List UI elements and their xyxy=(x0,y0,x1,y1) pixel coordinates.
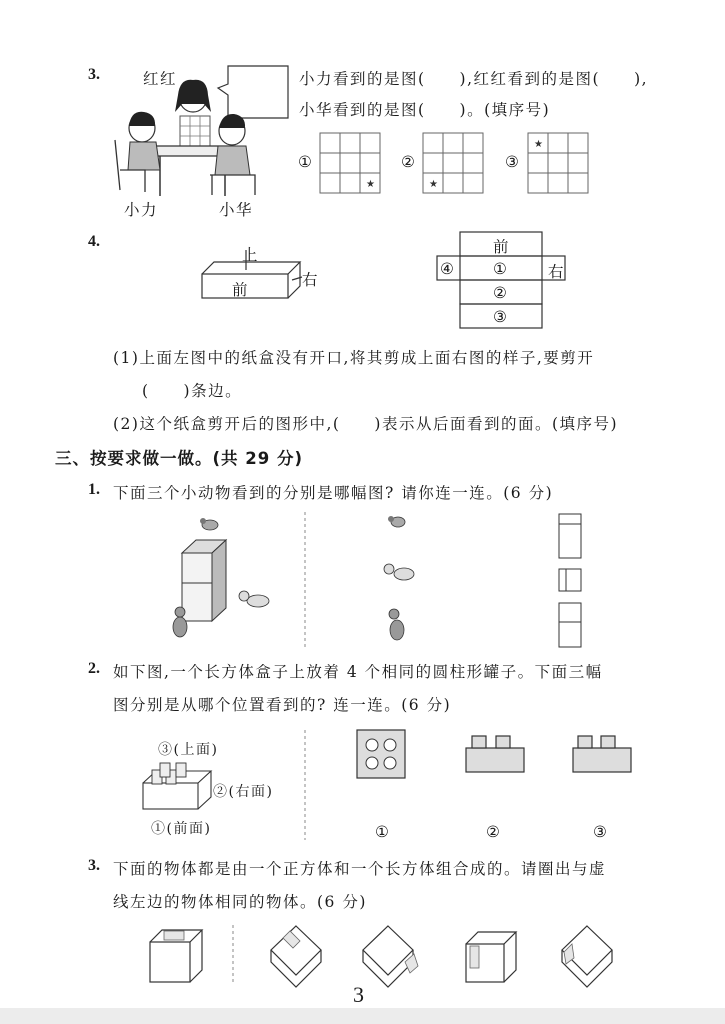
option-cube-a xyxy=(271,926,321,987)
view-top-choice xyxy=(357,730,405,778)
cat-front xyxy=(173,607,187,637)
animal-bird-option xyxy=(388,516,405,527)
animal-dog-option xyxy=(384,564,414,580)
option-1-label: ① xyxy=(298,153,314,171)
xiaoli-hair xyxy=(129,112,155,126)
section-title: 三、按要求做一做。(共 29 分) xyxy=(55,449,304,468)
p3-text1: 下面的物体都是由一个正方体和一个长方体组合成的。请圈出与虚 xyxy=(113,860,607,878)
bird-top xyxy=(200,518,218,530)
p1-number: 1. xyxy=(88,481,100,498)
view-right-choice xyxy=(573,736,631,772)
name-xiaoli: 小力 xyxy=(124,201,159,219)
reference-cube xyxy=(150,930,202,982)
p2-text2: 图分别是从哪个位置看到的? 连一连。(6 分) xyxy=(113,696,452,714)
fridge-view-front xyxy=(559,514,581,558)
q3-line1: 小力看到的是图( ),红红看到的是图( ), xyxy=(299,70,649,88)
star-mark: ★ xyxy=(534,139,543,150)
box-right-label: 右 xyxy=(302,271,320,289)
label-front-view: ①(前面) xyxy=(151,821,212,837)
grid-option-3 xyxy=(528,133,588,193)
option-cube-d xyxy=(562,926,612,987)
q4-sub1-line1: (1)上面左图中的纸盒没有开口,将其剪成上面右图的样子,要剪开 xyxy=(113,349,595,367)
p3-text2: 线左边的物体相同的物体。(6 分) xyxy=(113,893,367,911)
net-face-1: ① xyxy=(493,260,509,278)
dog-right xyxy=(239,591,269,607)
q3-number: 3. xyxy=(88,66,100,83)
option-cube-b xyxy=(363,926,418,987)
name-honghong: 红红 xyxy=(143,70,178,88)
xiaohua-chair xyxy=(210,175,255,195)
fridge-scene xyxy=(182,540,226,621)
option-2-label: ② xyxy=(401,153,417,171)
page-number: 3 xyxy=(353,982,364,1007)
grid-option-1 xyxy=(320,133,380,193)
net-face-3: ③ xyxy=(493,308,509,326)
q3-line2: 小华看到的是图( )。(填序号) xyxy=(299,101,551,119)
box-net xyxy=(437,232,565,328)
fridge-view-side xyxy=(559,603,581,647)
q4-sub1-line2: ( )条边。 xyxy=(142,382,243,400)
xiaoli-body xyxy=(128,142,160,170)
box-top-label: 上 xyxy=(242,246,260,264)
box-front-label: 前 xyxy=(232,281,250,299)
grid-option-2 xyxy=(423,133,483,193)
net-face-4: ④ xyxy=(440,260,456,278)
fridge-view-top xyxy=(559,569,581,591)
option-cube-c xyxy=(466,932,516,982)
q4-sub2: (2)这个纸盒剪开后的图形中,( )表示从后面看到的面。(填序号) xyxy=(113,415,619,433)
choice-2-label: ② xyxy=(486,823,502,841)
label-top-view: ③(上面) xyxy=(158,742,219,758)
xiaohua-body xyxy=(215,146,250,175)
paper-box xyxy=(202,250,302,298)
speech-bubble xyxy=(218,66,288,118)
choice-1-label: ① xyxy=(375,823,391,841)
option-3-label: ③ xyxy=(505,153,521,171)
label-right-view: ②(右面) xyxy=(213,784,274,800)
p2-text1: 如下图,一个长方体盒子上放着 4 个相同的圆柱形罐子。下面三幅 xyxy=(113,663,603,681)
cube-stack xyxy=(180,116,210,146)
box-with-cans xyxy=(143,763,211,809)
animal-cat-option xyxy=(389,609,404,640)
p3-number: 3. xyxy=(88,857,100,874)
choice-3-label: ③ xyxy=(593,823,609,841)
net-front-label: 前 xyxy=(493,238,511,256)
star-mark: ★ xyxy=(366,179,375,190)
net-face-2: ② xyxy=(493,284,509,302)
p1-text: 下面三个小动物看到的分别是哪幅图? 请你连一连。(6 分) xyxy=(113,484,554,502)
name-xiaohua: 小华 xyxy=(219,201,254,219)
net-right-label: 右 xyxy=(548,263,566,281)
view-front-choice xyxy=(466,736,524,772)
star-mark: ★ xyxy=(429,179,438,190)
p2-number: 2. xyxy=(88,660,100,677)
q4-number: 4. xyxy=(88,233,100,250)
